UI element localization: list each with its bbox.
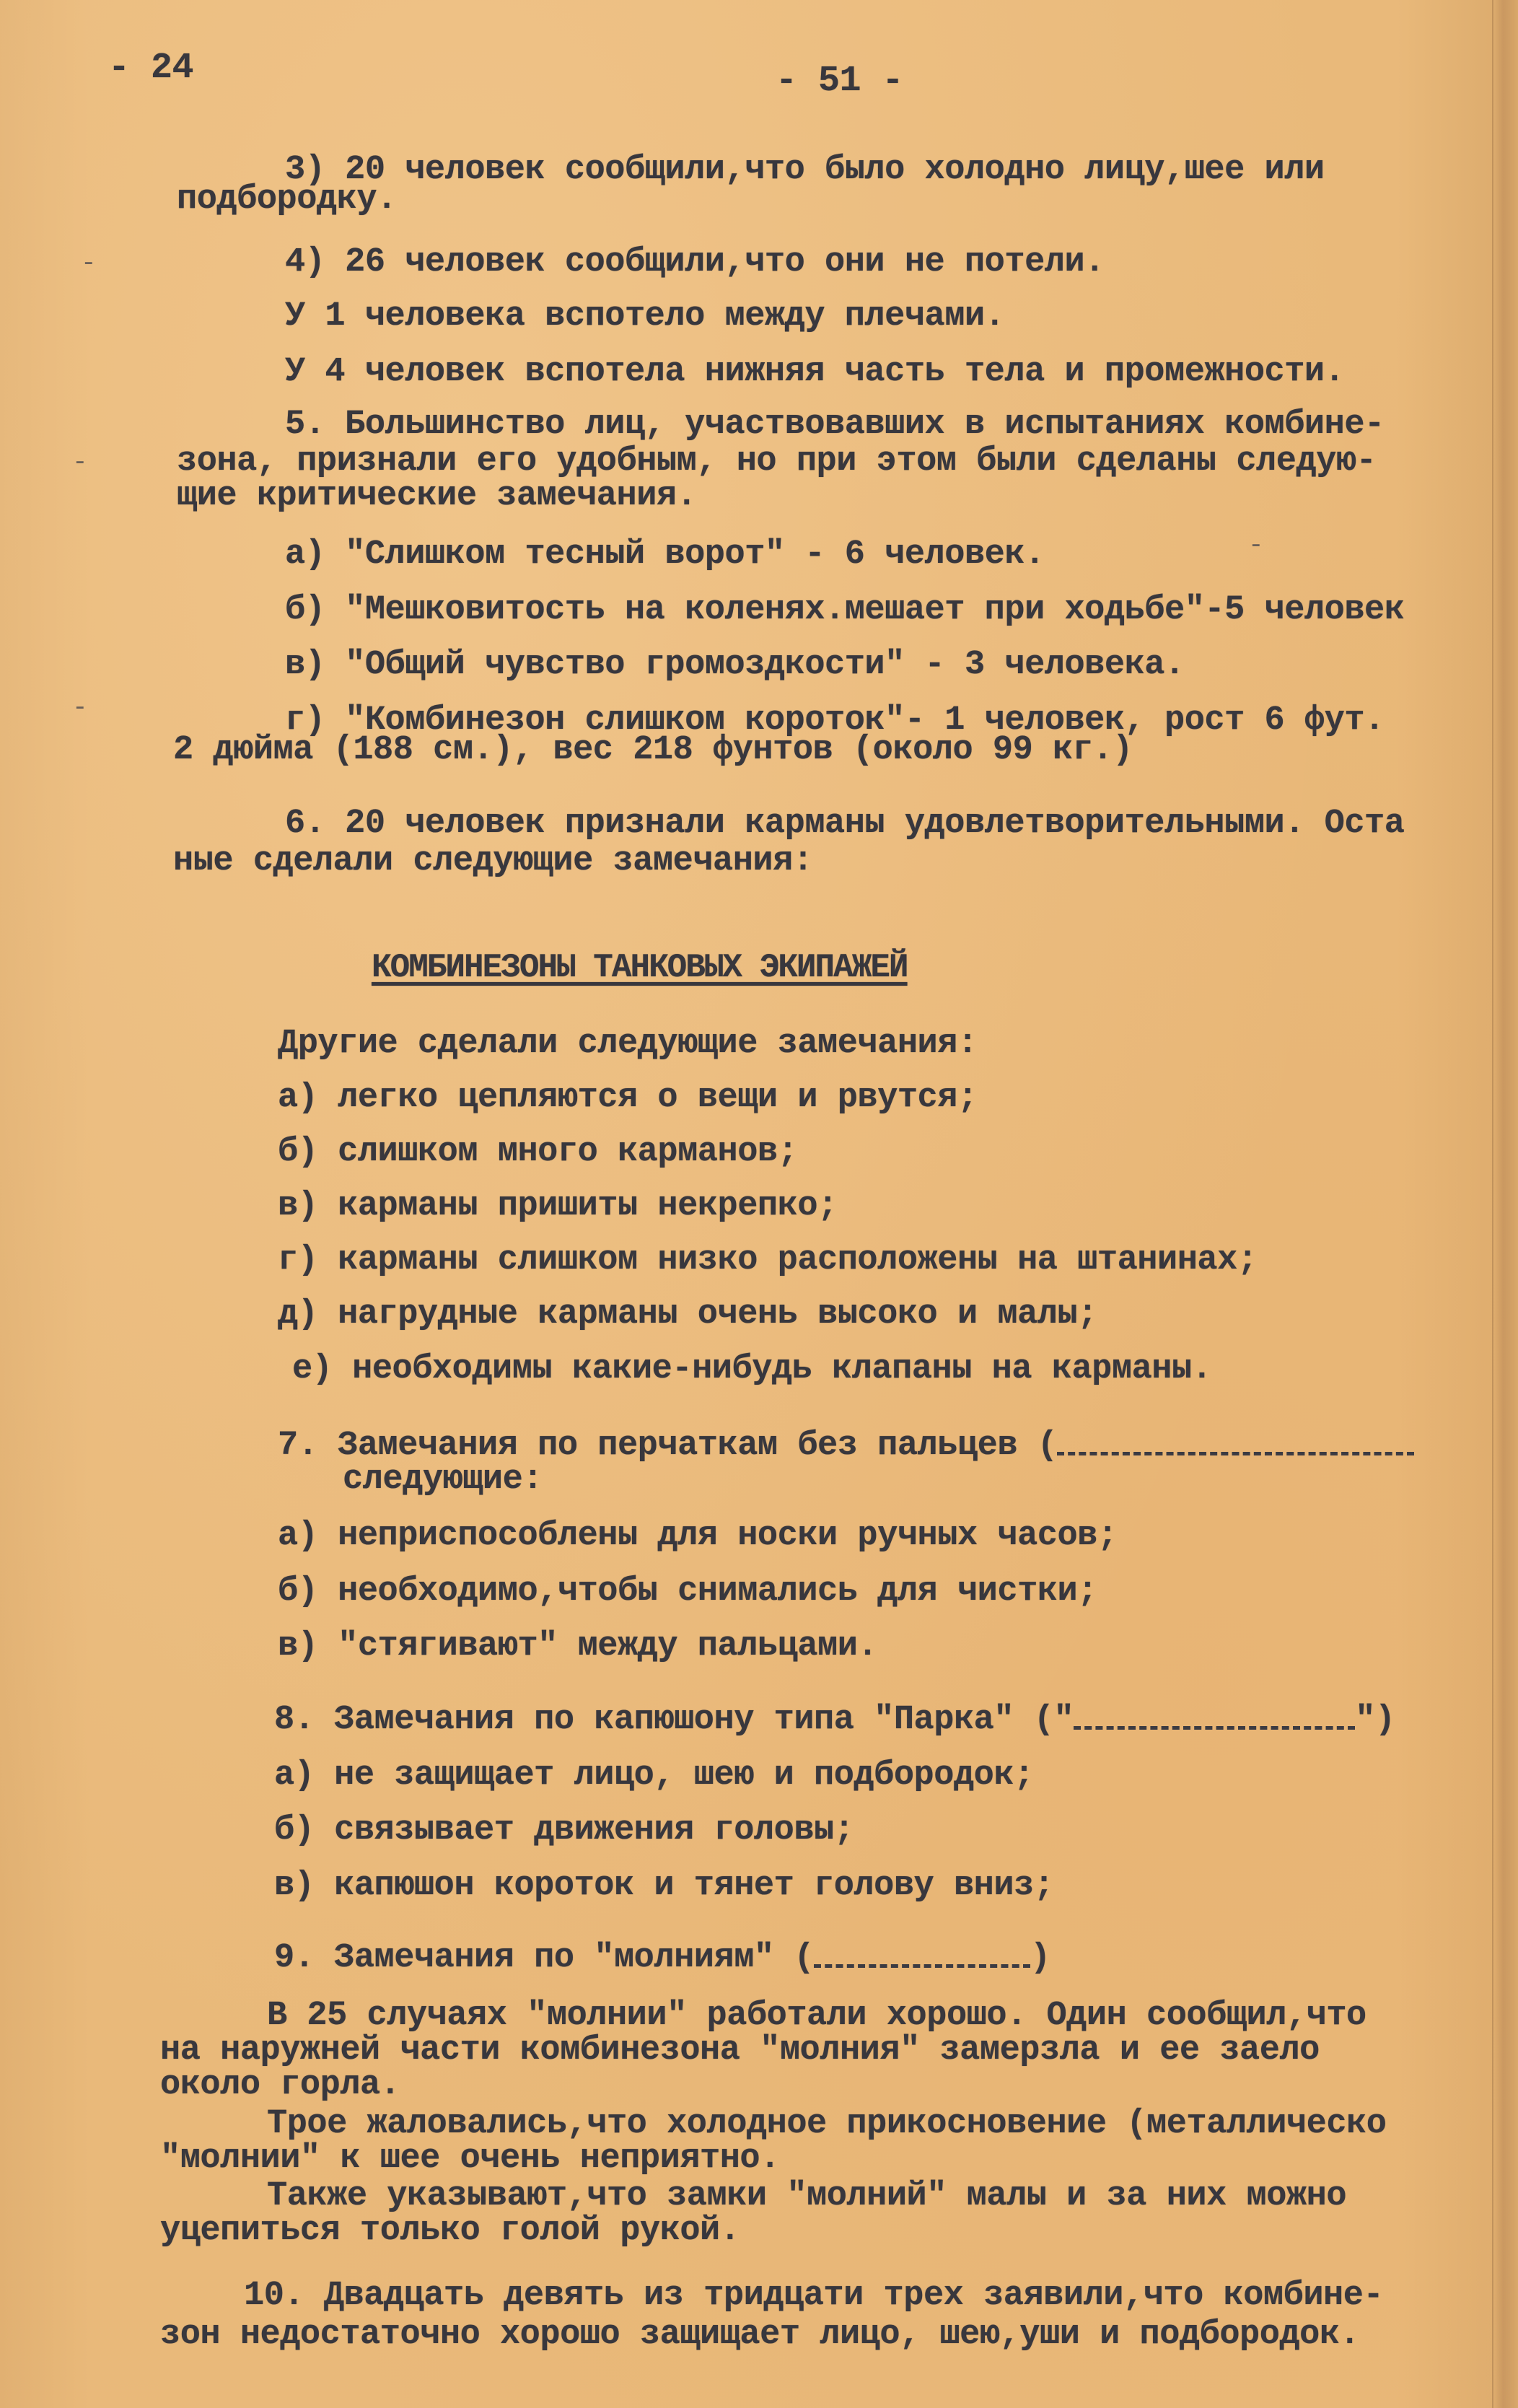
gloves-item-v: в) "стягивают" между пальцами. bbox=[278, 1627, 878, 1665]
section-item-v: в) карманы пришиты некрепко; bbox=[278, 1187, 838, 1225]
section-intro: Другие сделали следующие замечания: bbox=[278, 1025, 978, 1063]
zippers-line-1: В 25 случаях "молнии" работали хорошо. Один сообщил,что bbox=[267, 1997, 1366, 2035]
paragraph-5-line-2: зона, признали его удобным, но при этом были сделаны следую- bbox=[177, 442, 1377, 481]
margin-dash: - bbox=[81, 248, 97, 278]
paragraph-4b: У 1 человека вспотело между плечами. bbox=[285, 297, 1005, 336]
section-item-b: б) слишком много карманов; bbox=[278, 1133, 798, 1171]
section-item-a: а) легко цепляются о вещи и рвутся; bbox=[278, 1079, 978, 1117]
hood-title-start: 8. Замечания по капюшону типа "Парка" (" bbox=[274, 1701, 1074, 1739]
paragraph-4c: У 4 человек вспотела нижняя часть тела и промежности. bbox=[285, 353, 1345, 391]
p5-item-g-continued: 2 дюйма (188 см.), вес 218 фунтов (около 99 кг.) bbox=[173, 731, 1133, 769]
paragraph-4: 4) 26 человек сообщили,что они не потели. bbox=[285, 243, 1105, 281]
center-page-number: - 51 - bbox=[776, 61, 904, 102]
paragraph-5-line-3: щие критические замечания. bbox=[177, 477, 697, 515]
gloves-title-line-2: следующие: bbox=[343, 1461, 543, 1499]
margin-dash: - bbox=[1248, 530, 1264, 560]
zippers-line-4: Трое жаловались,что холодное прикосновение (металлическо bbox=[267, 2105, 1387, 2143]
section-item-e: е) необходимы какие-нибудь клапаны на карманы. bbox=[292, 1350, 1212, 1388]
zippers-line-6: Также указывают,что замки "молний" малы и за них можно bbox=[267, 2177, 1347, 2215]
hood-item-a: а) не защищает лицо, шею и подбородок; bbox=[274, 1756, 1034, 1795]
hood-item-b: б) связывает движения головы; bbox=[274, 1811, 854, 1849]
zippers-title-start: 9. Замечания по "молниям" ( bbox=[274, 1939, 815, 1977]
section-item-d: д) нагрудные карманы очень высоко и малы; bbox=[278, 1295, 1097, 1334]
p5-item-g: г) "Комбинезон слишком короток"- 1 человек, рост 6 фут. bbox=[285, 701, 1385, 740]
paragraph-6-line-1: 6. 20 человек признали карманы удовлетворительными. Оста bbox=[285, 805, 1405, 843]
p5-item-v: в) "Общий чувство громоздкости" - 3 человека. bbox=[285, 646, 1185, 684]
gloves-blank bbox=[1057, 1452, 1414, 1455]
zippers-line-7: уцепиться только голой рукой. bbox=[160, 2212, 740, 2250]
paragraph-10-line-1: 10. Двадцать девять из тридцати трех заявили,что комбине- bbox=[244, 2277, 1384, 2315]
margin-dash: - bbox=[72, 693, 88, 722]
section-item-g: г) карманы слишком низко расположены на штанинах; bbox=[278, 1241, 1258, 1279]
gloves-title-line-1 bbox=[278, 1429, 1414, 1463]
gloves-title-text: 7. Замечания по перчаткам без пальцев ( bbox=[278, 1427, 1058, 1465]
section-heading: КОМБИНЕЗОНЫ ТАНКОВЫХ ЭКИПАЖЕЙ bbox=[372, 949, 908, 986]
paragraph-6-line-2: ные сделали следующие замечания: bbox=[173, 842, 813, 880]
paragraph-5-line-1: 5. Большинство лиц, участвовавших в испытаниях комбине- bbox=[285, 406, 1385, 444]
paragraph-3-line-1: 3) 20 человек сообщили,что было холодно лицу,шее или bbox=[285, 151, 1325, 189]
hood-blank bbox=[1074, 1726, 1355, 1730]
zippers-line-5: "молнии" к шее очень неприятно. bbox=[160, 2140, 780, 2178]
zippers-blank bbox=[814, 1964, 1030, 1968]
paragraph-3-line-2: подбородку. bbox=[177, 180, 397, 219]
zippers-line-3: около горла. bbox=[160, 2066, 400, 2104]
gloves-item-a: а) неприспособлены для носки ручных часов; bbox=[278, 1517, 1118, 1555]
zippers-title-end: ) bbox=[1030, 1939, 1050, 1977]
left-page-number: - 24 bbox=[108, 48, 194, 89]
margin-dash: - bbox=[72, 447, 88, 477]
hood-title-end: ") bbox=[1355, 1701, 1395, 1739]
page-edge bbox=[1492, 0, 1518, 2408]
gloves-item-b: б) необходимо,чтобы снимались для чистки; bbox=[278, 1572, 1097, 1611]
paragraph-10-line-2: зон недостаточно хорошо защищает лицо, шею,уши и подбородок. bbox=[160, 2316, 1360, 2354]
hood-item-v: в) капюшон короток и тянет голову вниз; bbox=[274, 1867, 1054, 1905]
zippers-line-2: на наружней части комбинезона "молния" замерзла и ее заело bbox=[160, 2031, 1320, 2070]
p5-item-b: б) "Мешковитость на коленях.мешает при ходьбе"-5 человек bbox=[285, 591, 1405, 629]
p5-item-a: а) "Слишком тесный ворот" - 6 человек. bbox=[285, 535, 1045, 574]
zippers-title bbox=[274, 1941, 1050, 1975]
hood-title bbox=[274, 1703, 1395, 1737]
